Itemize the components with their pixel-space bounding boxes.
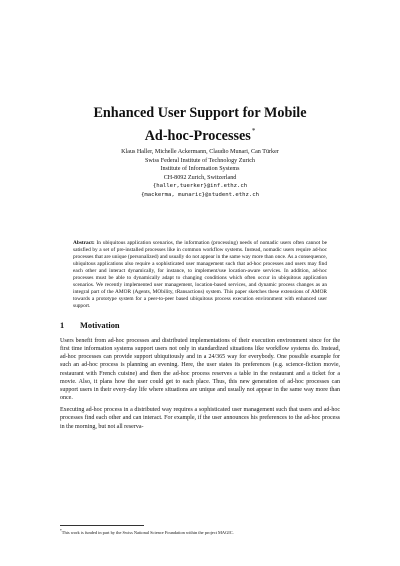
paper-title	[40, 104, 360, 145]
section-title: Motivation	[80, 321, 120, 330]
abstract-text: In ubiquitous application scenarios, the information (processing) needs of nomadic users often cannot be satisfied by a set of pre-installed processes like in common workflow systems. Instead, nomadic users require ad-hoc processes that are unique (personalized) and usually do not appear in the same way more than once. As a consequence, ubiquitous applications also require a sophisticated user management such that ad-hoc processes and users may find each other and interact dynamically, for instance, to implement/use location-aware services. In addition, ad-hoc processes must be able to dynamically adapt to changing conditions which often occur in ubiquitous application scenarios. We recently implemented user management, location-based services, and dynamic process changes as an integral part of the AMOR (Agents, MObility, tRansactions) system. This paper sketches these extensions of AMOR towards a prototype system for a peer-to-peer based ubiquitous process execution environment with enhanced user support.	[73, 240, 327, 310]
abstract-label: Abstract:	[73, 240, 95, 246]
section-body	[60, 337, 340, 435]
section-number: 1	[60, 321, 65, 330]
footnote-divider	[60, 525, 144, 526]
affiliation-line-2: Institute of Information Systems	[160, 166, 240, 172]
author-block	[40, 148, 360, 199]
title-line-2-text: Ad-hoc-Processes	[144, 128, 251, 144]
body-paragraph-1: Users benefit from ad-hoc processes and distributed implementations of their execution environment since for the first time information systems support users not only in standardized situations like workflow systems do. Instead, ad-hoc processes can provide support ubiquitously and in a 24/365 way for everybody. One possible example for such an ad-hoc process is planning an evening. Here, the user states its preferences (e.g. science-fiction movie, restaurant with French cuisine) and then the ad-hoc process reserves a table in the restaurant and a ticket for a movie. Also, it plans how the user could get to each place. Thus, this new generation of ad-hoc processes can support users in their every-day life where situations are unique and usually not appear in the same way more than once.	[60, 338, 340, 402]
affiliation-line-3: CH-8092 Zurich, Switzerland	[163, 174, 237, 181]
title-footnote-mark: *	[251, 127, 256, 135]
section-heading	[60, 321, 120, 330]
title-line-1: Enhanced User Support for Mobile	[93, 105, 307, 121]
abstract	[73, 240, 327, 310]
footnote-text: This work is funded in part by the Swiss National Science Foundation within the project MAGIC.	[61, 530, 234, 535]
title-line-2	[40, 122, 360, 145]
footnote-mark: *	[60, 529, 62, 533]
author-email-1: {haller,tuerker}@inf.ethz.ch	[152, 183, 248, 189]
affiliation-line-1: Swiss Federal Institute of Technology Zurich	[145, 157, 255, 164]
footnote	[60, 528, 340, 536]
body-paragraph-2: Executing ad-hoc process in a distributed way requires a sophisticated user management such that users and ad-hoc processes find each other and can interact. For example, if the user announces his preferences to the ad-hoc process in the morning, but not all reserva-	[60, 407, 340, 430]
author-email-2: {mackerma, munaric}@student.ethz.ch	[141, 191, 259, 198]
author-names: Klaus Haller, Michelle Ackermann, Claudio Munari, Can Türker	[121, 149, 279, 155]
